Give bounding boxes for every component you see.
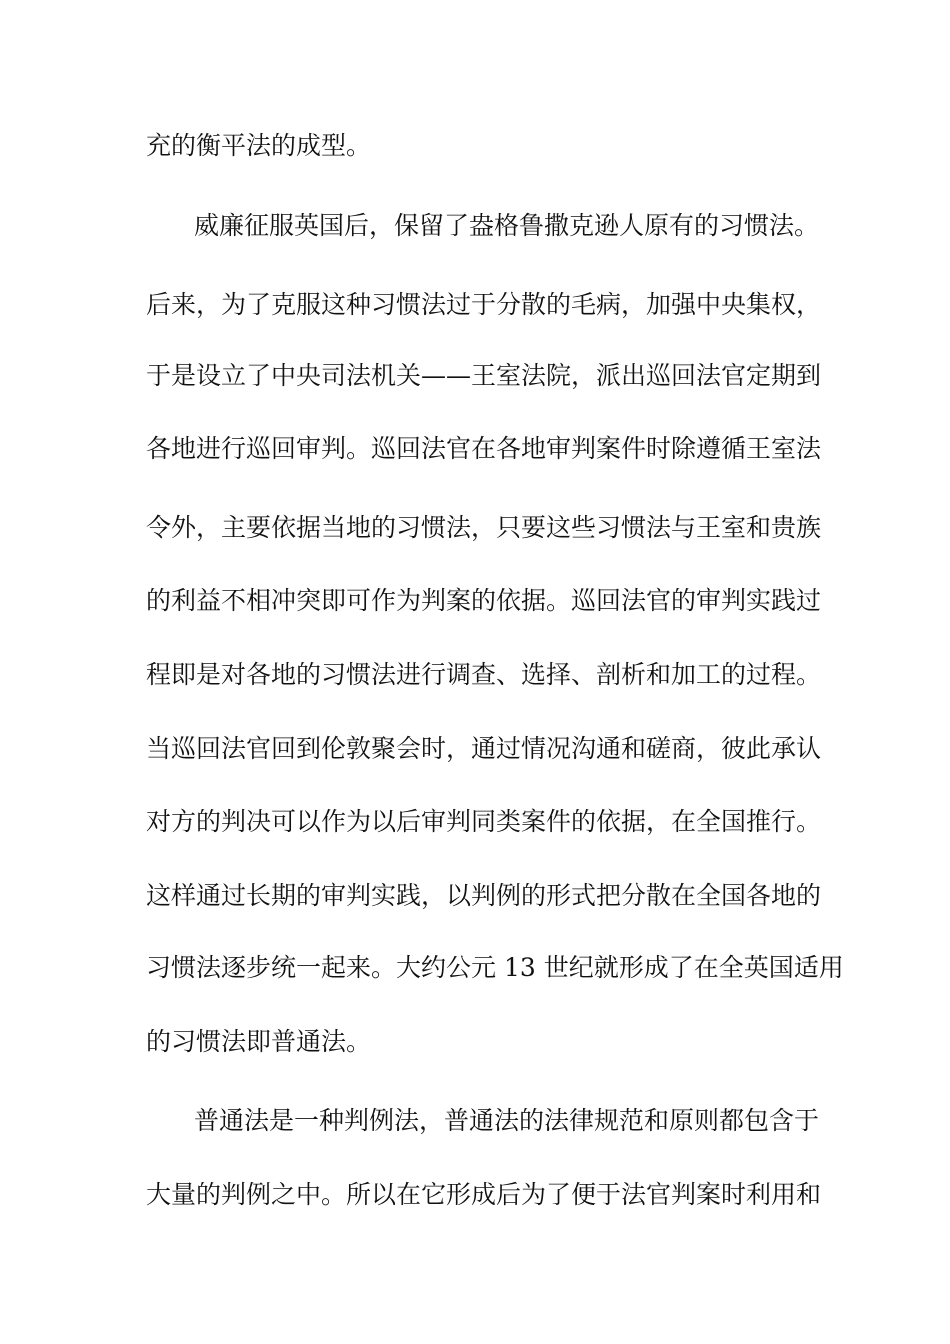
- paragraph-2-line-4: 各地进行巡回审判。巡回法官在各地审判案件时除遵循王室法: [146, 434, 822, 463]
- paragraph-2-line-1: 威廉征服英国后，保留了盎格鲁撒克逊人原有的习惯法。: [194, 211, 820, 240]
- paragraph-2-line-10: 这样通过长期的审判实践，以判例的形式把分散在全国各地的: [146, 881, 822, 910]
- paragraph-2-line-11: 习惯法逐步统一起来。大约公元 13 世纪就形成了在全英国适用: [146, 953, 844, 982]
- paragraph-2-line-2: 后来，为了克服这种习惯法过于分散的毛病，加强中央集权，: [146, 290, 822, 319]
- paragraph-2-line-9: 对方的判决可以作为以后审判同类案件的依据，在全国推行。: [146, 807, 822, 836]
- paragraph-2-line-5: 令外，主要依据当地的习惯法，只要这些习惯法与王室和贵族: [146, 513, 822, 542]
- paragraph-2-line-7: 程即是对各地的习惯法进行调查、选择、剖析和加工的过程。: [146, 660, 822, 689]
- paragraph-3-line-2: 大量的判例之中。所以在它形成后为了便于法官判案时利用和: [146, 1180, 822, 1209]
- paragraph-2-line-8: 当巡回法官回到伦敦聚会时，通过情况沟通和磋商，彼此承认: [146, 734, 822, 763]
- paragraph-2-line-6: 的利益不相冲突即可作为判案的依据。巡回法官的审判实践过: [146, 586, 822, 615]
- paragraph-2-line-3: 于是设立了中央司法机关——王室法院，派出巡回法官定期到: [146, 361, 822, 390]
- paragraph-3-line-1: 普通法是一种判例法，普通法的法律规范和原则都包含于: [194, 1106, 820, 1135]
- text-line-1: 充的衡平法的成型。: [146, 131, 372, 160]
- paragraph-2-line-12: 的习惯法即普通法。: [146, 1027, 372, 1056]
